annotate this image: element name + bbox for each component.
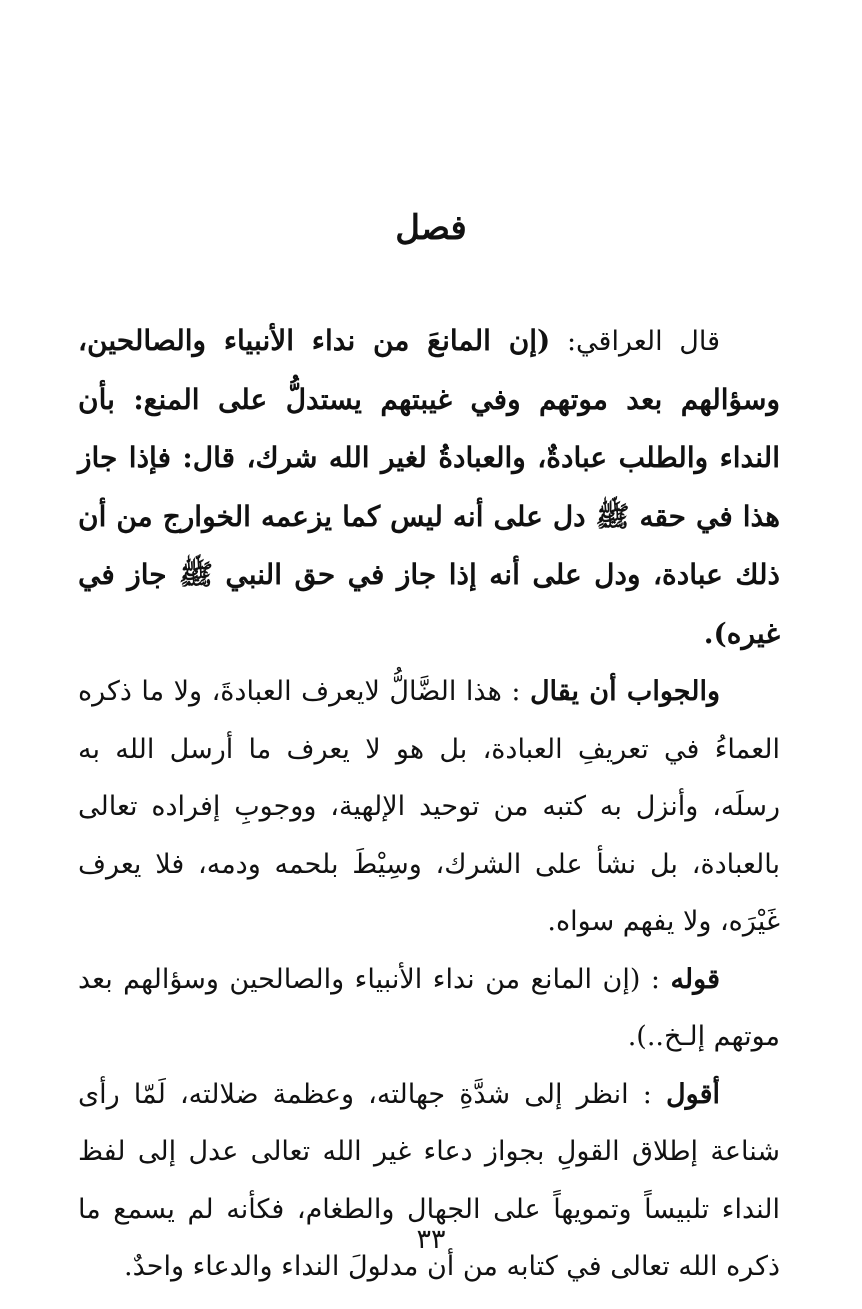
paragraph-lead: والجواب أن يقال	[529, 676, 720, 707]
body-text	[78, 312, 780, 1296]
paragraph-text: : انظر إلى شدَّةِ جهالته، وعظمة ضلالته، لَمّا رأى شناعة إطلاق القولِ بجواز دعاء غير الله تعالى عدل إلى لفظ النداء تلبيساً وتمويهاً على الجهال والطغام، فكأنه لم يسمع ما ذكره الله تعالى في كتابه من أن مدلولَ النداء والدعاء واحدٌ.	[78, 1078, 780, 1282]
paragraph-lead: قوله	[670, 963, 720, 995]
paragraph-text: : (إن المانع من نداء الأنبياء والصالحين وسؤالهم بعد موتهم إلـخ..).	[78, 963, 780, 1052]
paragraph-lead: أقول	[666, 1078, 720, 1110]
paragraph-i-say	[78, 1066, 780, 1296]
paragraph-lead: قال العراقي:	[550, 326, 720, 357]
paragraph-answer	[78, 663, 780, 951]
section-heading: فصل	[395, 208, 467, 248]
page-number: ٣٣	[416, 1224, 446, 1255]
paragraph-iraqi-quote	[78, 312, 780, 663]
paragraph-text: : هذا الضَّالُّ لايعرف العبادةَ، ولا ما ذكره العماءُ في تعريفِ العبادة، بل هو لا يعرف ما أرسل الله به رسلَه، وأنزل به كتبه من توحيد الإلهية، ووجوبِ إفراده تعالى بالعبادة، بل نشأ على الشرك، وسِيْطَ بلحمه ودمه، فلا يعرف غَيْرَه، ولا يفهم سواه.	[78, 676, 780, 937]
paragraph-his-saying	[78, 951, 780, 1066]
quoted-statement: (إن المانعَ من نداء الأنبياء والصالحين، وسؤالهم بعد موتهم وفي غيبتهم يستدلُّ على المنع: بأن النداء والطلب عبادةٌ، والعبادةُ لغير الله شرك، قال: فإذا جاز هذا في حقه ﷺ دل على أنه ليس كما يزعمه الخوارج من أن ذلك عبادة، ودل على أنه إذا جاز في حق النبي ﷺ جاز في غيره).	[78, 324, 780, 650]
